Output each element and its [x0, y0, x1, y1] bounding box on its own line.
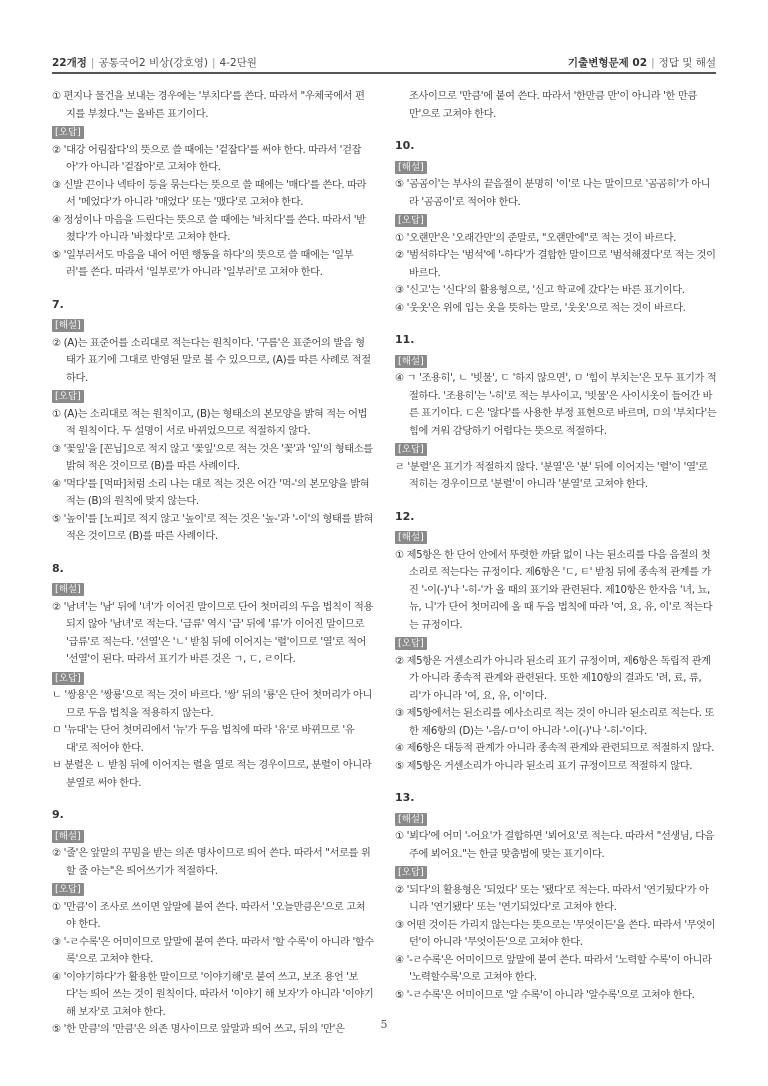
answer-item: ⑤ '곰곰이'는 부사의 끝음절이 분명히 '이'로 나는 말이므로 '곰곰히'가 아니라 '곰곰이'로 적어야 한다.: [395, 179, 711, 208]
answer-item: ① 제5항은 한 단어 안에서 뚜렷한 까닭 없이 나는 된소리를 다음 음절의 첫소리로 적는다는 규정이다. 제6항은 'ㄷ, ㅌ' 받침 뒤에 종속적 관계를 가진 '-이(-)'나 '-히-'가 올 때의 표기와 관련된다. 제10항은 한자음 '녀, 뇨, 뉴, 니'가 단어 첫머리에 올 때 두음 법칙에 따라 '여, 요, 유, 이'로 적는다는 규정이다.: [395, 549, 713, 631]
explanation-label: [해설]: [52, 319, 84, 332]
intro-block: [52, 88, 374, 282]
header-unit: 4-2단원: [219, 57, 257, 69]
explanation-label: [해설]: [52, 583, 84, 596]
answer-item: ② 제5항은 거센소리가 아니라 된소리 표기 규정이며, 제6항은 독립적 관계가 아니라 종속적 관계와 관련된다. 또한 제10항의 결과도 '려, 료, 류, 리'가 아니라 '여, 요, 유, 이'이다.: [395, 655, 711, 702]
wrong-answer-label: [오답]: [395, 866, 427, 879]
header-title: 기출변형문제 02: [567, 57, 648, 69]
explanation-label: [해설]: [395, 531, 427, 544]
question-number: 8.: [52, 561, 64, 575]
answer-item: ② '되다'의 활용형은 '되었다' 또는 '됐다'로 적는다. 따라서 '연기됬다'가 아니라 '연기됐다' 또는 '연기되었다'로 고쳐야 한다.: [395, 884, 709, 913]
page-number: 5: [380, 1018, 388, 1031]
answer-item: ① '뵈다'에 어미 '-어요'가 결합하면 '뵈어요'로 적는다. 따라서 "선생님, 다음 주에 뵈어요."는 한글 맞춤법에 맞는 표기이다.: [395, 831, 715, 860]
page-header: [52, 52, 716, 72]
answer-item: ㅁ '뉴대'는 단어 첫머리에서 '뉴'가 두음 법칙에 따라 '유'로 바뀌므로 '유대'로 적어야 한다.: [52, 725, 355, 754]
wrong-answer-label: [오답]: [52, 390, 84, 403]
answer-item: ④ 정성이나 마음을 드린다는 뜻으로 쓸 때에는 '바치다'를 쓴다. 따라서 '받쳤다'가 아니라 '바쳤다'로 고쳐야 한다.: [52, 214, 366, 243]
answer-item: ③ '신고'는 '신다'의 활용형으로, '신고 학교에 갔다'는 바른 표기이다.: [395, 285, 685, 296]
question-number: 10.: [395, 139, 415, 152]
question-9: [52, 806, 374, 1039]
continuation-text: 조사이므로 '만큼'에 붙여 쓴다. 따라서 '한만큼 만'이 아니라 '한 만큼만'으로 고쳐야 한다.: [409, 91, 697, 120]
answer-item: ③ 신발 끈이나 넥타이 등을 묶는다는 뜻으로 쓸 때에는 '매다'를 쓴다. 따라서 '메었다'가 아니라 '매었다' 또는 '맸다'로 고쳐야 한다.: [52, 179, 367, 208]
explanation-label: [해설]: [395, 813, 427, 826]
answer-item: ⑤ '일부러서도 마음을 내어 어떤 행동을 하다'의 뜻으로 쓸 때에는 '일부러'를 쓴다. 따라서 '일부로'가 아니라 '일부러'로 고쳐야 한다.: [52, 249, 354, 278]
header-left: 22개정 | 공통국어2 비상(강호영) | 4-2단원: [52, 57, 257, 69]
answer-item: ④ '이야기하다'가 활용한 말이므로 '이야기해'로 붙여 쓰고, 보조 용언 '보다'는 띄어 쓰는 것이 원칙이다. 따라서 '이야기 해 보자'가 아니라 '이야기해 보자'로 고쳐야 한다.: [52, 971, 374, 1018]
wrong-answer-label: [오답]: [395, 637, 427, 650]
explanation-label: [해설]: [395, 355, 427, 368]
question-12: [395, 508, 717, 776]
question-number: 7.: [52, 297, 64, 311]
answer-item: ② (A)는 표준어를 소리대로 적는다는 원칙이다. '구름'은 표준어의 발음 형태가 표기에 그대로 반영된 말로 볼 수 있으므로, (A)를 따른 사례로 적절하다.: [52, 337, 371, 384]
answer-item: ② '줄'은 앞말의 꾸밈을 받는 의존 명사이므로 띄어 쓴다. 따라서 "서로를 위할 줄 아는"은 띄어쓰기가 적절하다.: [52, 848, 371, 877]
question-number: 13.: [395, 791, 415, 804]
answer-item: ② '대강 어림잡다'의 뜻으로 쓸 때에는 '겉잡다'를 써야 한다. 따라서 '걷잡아'가 아니라 '겉잡아'로 고쳐야 한다.: [52, 144, 362, 173]
header-subject: 공통국어2 비상(강호영): [98, 57, 208, 69]
answer-item: ㅂ 분렬은 ㄴ 받침 뒤에 이어지는 렬을 열로 적는 경우이므로, 분렬이 아니라 분열로 써야 한다.: [52, 760, 372, 789]
answer-item: ① '만큼'이 조사로 쓰이면 앞말에 붙여 쓴다. 따라서 '오늘만큼은'으로 고쳐야 한다.: [52, 901, 366, 930]
explanation-label: [해설]: [52, 830, 84, 843]
explanation-label: [해설]: [395, 161, 427, 174]
question-11: [395, 331, 717, 494]
answer-item: ⑤ '높이'를 [노피]로 적지 않고 '높이'로 적는 것은 '높-'과 '-이'의 형태를 밝혀 적은 것이므로 (B)를 따른 사례이다.: [52, 513, 373, 542]
header-right: 기출변형문제 02 | 정답 및 해설: [567, 57, 716, 69]
header-section: 정답 및 해설: [658, 57, 716, 69]
question-number: 11.: [395, 333, 415, 346]
question-10: [395, 137, 717, 317]
answer-item: ㄹ '분렬'은 표기가 적절하지 않다. '분열'은 '분' 뒤에 이어지는 '렬'이 '열'로 적히는 경우이므로 '분렬'이 아니라 '분열'로 고쳐야 한다.: [395, 461, 708, 490]
answer-item: ① (A)는 소리대로 적는 원칙이고, (B)는 형태소의 본모양을 밝혀 적는 어법적 원칙이다. 두 설명이 서로 바뀌었으므로 적절하지 않다.: [52, 408, 368, 437]
answer-item: ㄴ '쌍용'은 '쌍룡'으로 적는 것이 바르다. '쌍' 뒤의 '룡'은 단어 첫머리가 아니므로 두음 법칙을 적용하지 않는다.: [52, 690, 373, 719]
right-column: [395, 88, 717, 1004]
answer-item: ⑤ '한 만큼'의 '만큼'은 의존 명사이므로 앞말과 띄어 쓰고, 뒤의 '만'은: [52, 1024, 345, 1035]
answer-item: ④ 제6항은 대등적 관계가 아니라 종속적 관계와 관련되므로 적절하지 않다.: [395, 743, 715, 754]
wrong-answer-label: [오답]: [52, 126, 84, 139]
answer-item: ③ 제5항에서는 된소리를 예사소리로 적는 것이 아니라 된소리로 적는다. 또한 제6항의 (D)는 '-음/-ㅁ'이 아니라 '-이(-)'나 '-히-'이다.: [395, 708, 715, 737]
answer-item: ② '범석하다'는 '범석'에 '-하다'가 결합한 말이므로 '범석해졌다'로 적는 것이 바르다.: [395, 250, 716, 279]
wrong-answer-label: [오답]: [395, 214, 427, 227]
question-number: 9.: [52, 808, 64, 821]
answer-item: ③ 어떤 것이든 가리지 않는다는 뜻으로는 '무엇이든'을 쓴다. 따라서 '무엇이던'이 아니라 '무엇이든'으로 고쳐야 한다.: [395, 919, 716, 948]
left-column: [52, 88, 374, 1039]
answer-item: ④ ㄱ '조용히', ㄴ '빗물', ㄷ '하지 않으면', ㅁ '힘이 부치는'은 모두 표기가 적절하다. '조용히'는 '-히'로 적는 부사이고, '빗물'은 사이시옷이 들어간 바른 표기이다. ㄷ은 '않다'를 사용한 부정 표현으로 바르며, ㅁ의 '부치다'는 힘에 겨워 감당하기 어렵다는 뜻으로 적절하다.: [395, 373, 717, 437]
question-7: [52, 296, 374, 546]
answer-item: ① '오랜만'은 '오래간만'의 준말로, "오랜만에"로 적는 것이 바르다.: [395, 232, 677, 244]
question-13: [395, 789, 717, 1004]
wrong-answer-label: [오답]: [395, 443, 427, 456]
answer-item: ② '남녀'는 '남' 뒤에 '녀'가 이어진 말이므로 단어 첫머리의 두음 법칙이 적용되지 않아 '남녀'로 적는다. '급류' 역시 '급' 뒤에 '류'가 이어진 말이므로 '급류'로 적는다. '선열'은 'ㄴ' 받침 뒤에 이어지는 '렬'이므로 '열'로 적어 '선열'이 된다. 따라서 표기가 바른 것은 ㄱ, ㄷ, ㄹ이다.: [52, 601, 374, 665]
answer-item: ⑤ '-ㄹ수록'은 어미이므로 '알 수록'이 아니라 '알수록'으로 고쳐야 한다.: [395, 989, 695, 1001]
answer-item: ⑤ 제5항은 거센소리가 아니라 된소리 표기 규정이므로 적절하지 않다.: [395, 760, 693, 772]
wrong-answer-label: [오답]: [52, 883, 84, 896]
question-number: 12.: [395, 509, 415, 523]
answer-item: ④ '먹다'를 [먹따]처럼 소리 나는 대로 적는 것은 어간 '먹-'의 본모양을 밝혀 적는 (B)의 원칙에 맞지 않는다.: [52, 478, 370, 507]
answer-item: ③ '-ㄹ수록'은 어미이므로 앞말에 붙여 쓴다. 따라서 '할 수록'이 아니라 '할수록'으로 고쳐야 한다.: [52, 936, 374, 965]
answer-item: ① 편지나 물건을 보내는 경우에는 '부치다'를 쓴다. 따라서 "우체국에서 편지를 부쳤다."는 올바른 표기이다.: [52, 91, 365, 120]
answer-item: ④ '웃옷'은 위에 입는 옷을 뜻하는 말로, '웃옷'으로 적는 것이 바르다.: [395, 302, 686, 314]
wrong-answer-label: [오답]: [52, 672, 84, 685]
answer-item: ③ '꽃잎'을 [꼰닙]으로 적지 않고 '꽃잎'으로 적는 것은 '꽃'과 '잎'의 형태소를 밝혀 적은 것이므로 (B)를 따른 사례이다.: [52, 443, 373, 472]
answer-item: ④ '-ㄹ수록'은 어미이므로 앞말에 붙여 쓴다. 따라서 '노력할 수록'이 아니라 '노력할수록'으로 고쳐야 한다.: [395, 954, 712, 983]
question-8: [52, 560, 374, 793]
header-grade: 22개정: [52, 57, 87, 69]
header-rule: [52, 72, 716, 74]
